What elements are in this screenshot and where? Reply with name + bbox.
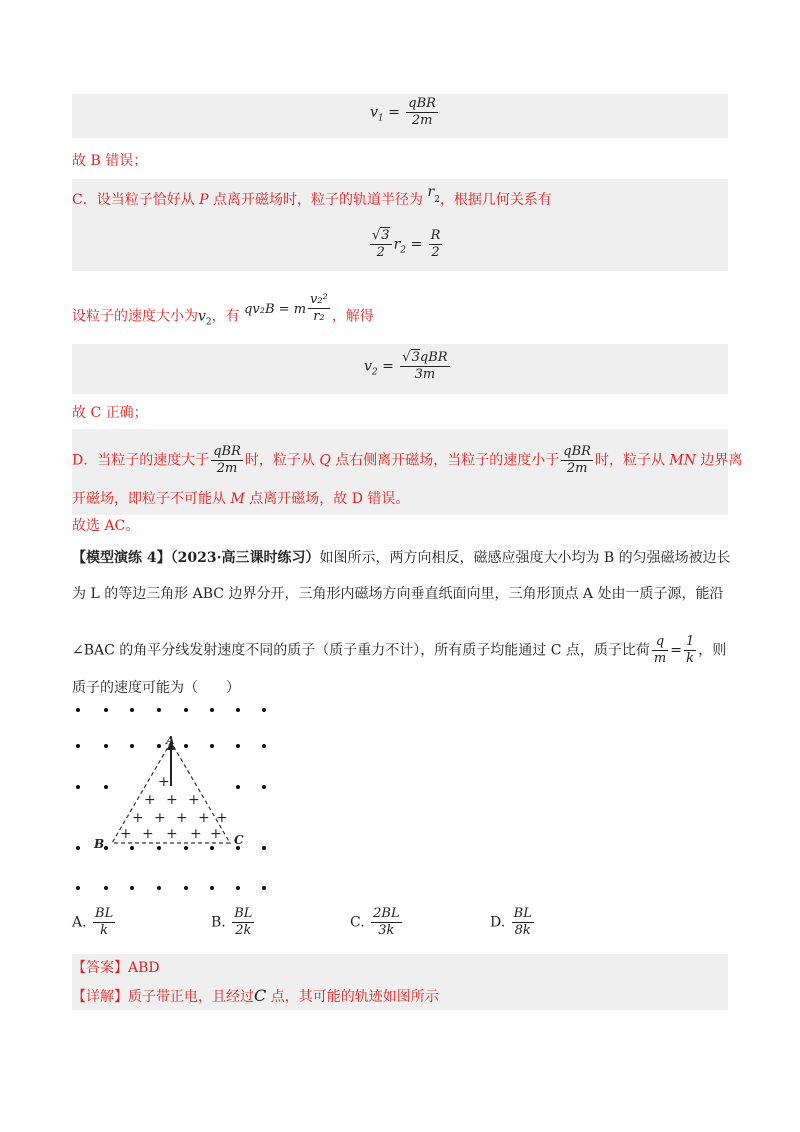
field-dot [76,708,80,712]
problem-text: ∠BAC 的角平分线发射速度不同的质子（质子重力不计），所有质子均能通过 C 点，质子比荷 [72,642,650,659]
field-cross: + [198,810,210,826]
answer-value: ABD [128,960,160,976]
field-cross: + [188,792,200,808]
field-cross: + [144,792,156,808]
problem-text: ，则 [698,642,727,659]
field-dot [104,886,108,890]
text-speed-prefix: 设粒子的速度大小为 [72,308,198,325]
fraction-num: √3 [372,228,390,243]
formula-lhs: v [370,104,378,121]
fraction-sqrt3-2 [370,228,392,261]
text-d-p3: 点右侧离开磁场，当粒子的速度小于 [330,452,560,469]
fraction-den: k [686,651,695,666]
problem-tag: 【模型演练 4】 [72,550,171,566]
field-cross: + [176,810,188,826]
option-label: D. [490,914,506,931]
fraction-qbr-2m [211,444,243,477]
field-dot [184,886,188,890]
text-speed-mid: ，有 [211,308,240,325]
text-d-p5: 边界离 [696,452,743,469]
field-dot [76,744,80,748]
fraction-num: q [652,634,668,651]
fraction-den: 2 [431,245,440,260]
option-b[interactable] [211,906,256,939]
field-cross: + [216,810,228,826]
label-a: A [166,734,175,747]
problem-text: 如图所示，两方向相反，磁感应强度大小均为 B 的匀强磁场被边长 [319,550,731,566]
fraction-1-k [684,634,696,667]
field-cross: + [166,792,178,808]
fraction-num: v₂² [310,292,328,307]
magnetic-field-figure [70,700,280,898]
text-c-suffix: ，根据几何关系有 [439,192,552,208]
fraction-num: BL [513,906,532,921]
fraction-q-m [652,634,668,667]
field-dot [157,886,161,890]
formula-lhs-sub: 2 [371,367,378,378]
detail-text: 质子带正电，且经过 [128,989,254,1005]
text-c-correct: 故 C 正确； [72,405,148,421]
text-d-line1 [72,444,742,477]
field-dot [210,708,214,712]
field-dot [104,708,108,712]
fraction-den: 3k [378,923,395,938]
point-p: P [199,192,209,208]
fraction-den: 2m [411,113,433,128]
problem-line3 [72,634,726,667]
sqrt-value: 3 [411,350,420,365]
field-dot [236,708,240,712]
option-label: A. [72,914,87,931]
fraction-num: BL [95,906,114,921]
field-dot [262,886,266,890]
field-cross: + [210,826,222,842]
formula-geometry: $\frac{√3}{2}$ $r_2$ = $\frac{R}{2}$ [372,228,441,260]
fraction-num-rest: qBR [419,350,448,365]
option-fraction [93,906,115,939]
field-dot [157,708,161,712]
formula-fraction [400,350,449,383]
field-dot [130,744,134,748]
field-cross: + [158,774,170,790]
field-dot [262,708,266,712]
point-q: Q [319,452,331,469]
field-dot [210,744,214,748]
speed-sub: 2 [205,317,212,328]
problem-line4: 质子的速度可能为（ ） [72,680,240,696]
text-c-middle: 点离开磁场时，粒子的轨道半径为 [208,192,428,208]
fraction-num: qBR [213,444,241,459]
field-dot [130,886,134,890]
problem-line2: 为 L 的等边三角形 ABC 边界分开，三角形内磁场方向垂直纸面向里，三角形顶点 A 处由一质子源，能沿 [72,586,724,602]
field-dot [130,846,134,850]
field-dot [262,785,266,789]
fraction-den: m [653,651,667,666]
option-label: B. [211,914,226,931]
radius-sub: 2 [400,245,407,256]
fraction-den: r₂ [313,309,325,324]
option-d[interactable] [490,906,536,939]
radius-sub: 2 [434,194,440,205]
point-c: C [254,986,267,1005]
field-dot [262,846,266,850]
text-speed [72,292,374,333]
answer-line [72,958,160,978]
field-dot [236,785,240,789]
problem-line1 [72,548,731,568]
detail-tag: 【详解】 [72,989,128,1005]
label-c: C [234,833,244,847]
fraction-num: 2BL [373,906,400,921]
text-d-line2a: 开磁场，即粒子不可能从 [72,491,231,507]
formula-fraction [406,96,438,129]
force-formula: qv₂B = m [244,301,307,317]
fraction-den: 2m [216,461,238,476]
label-b: B [94,837,105,851]
text-d-p2: 时，粒子从 [244,452,320,469]
speed-symbol: v [198,308,206,325]
field-dot [236,886,240,890]
text-choose: 故选 AC。 [72,518,140,534]
fraction-num: qBR [408,96,436,111]
text-c-prefix: C．设当粒子恰好从 [72,192,200,208]
problem-source: （2023·高三课时练习） [170,550,320,566]
field-dot [130,708,134,712]
fraction-num: qBR [563,444,591,459]
field-cross: + [120,826,132,842]
option-label: C. [350,914,365,931]
field-dot [210,846,214,850]
text-d-p4: 时，粒子从 [594,452,670,469]
field-cross: + [132,810,144,826]
option-fraction [512,906,534,939]
fraction-den: 3m [414,367,436,382]
text-d-line2b: 点离开磁场，故 D 错误。 [244,491,410,507]
text-c [72,184,552,216]
field-cross: + [190,826,202,842]
formula-lhs-sub: 1 [377,113,384,124]
fraction-num: √3qBR [402,350,448,365]
detail-line [72,986,439,1007]
formula-v1: $v_1$ = $\frac{\text{qBR}}{2m}$ [370,96,436,128]
formula-lhs: v [364,358,372,375]
text-b-wrong: 故 B 错误； [72,153,148,169]
radius-symbol: r [393,236,401,253]
field-dot [262,744,266,748]
fraction-r-2 [429,228,443,261]
field-dot [76,886,80,890]
boundary-mn: MN [669,452,697,469]
fraction-den: 2k [235,923,252,938]
force-fraction [308,292,330,325]
detail-text: 点，其可能的轨迹如图所示 [266,989,439,1005]
fraction-den: 8k [514,923,531,938]
option-a[interactable] [72,906,117,939]
text-d-p1: D．当粒子的速度大于 [72,452,210,469]
field-dot [104,744,108,748]
sqrt-value: 3 [381,228,390,243]
field-dot [210,886,214,890]
fraction-num: 1 [685,634,695,649]
option-c[interactable] [350,906,404,939]
option-fraction [232,906,254,939]
field-dot [104,846,108,850]
text-d-line2 [72,489,409,509]
field-dot [236,744,240,748]
text-speed-suffix: ，解得 [331,308,374,325]
fraction-num: R [430,228,441,243]
field-dot [184,744,188,748]
fraction-qbr-2m [561,444,593,477]
point-m: M [230,491,245,507]
equals-sign: = [670,642,682,659]
radius-symbol: r [427,184,435,200]
field-dot [157,744,161,748]
fraction-num: BL [234,906,253,921]
answer-tag: 【答案】 [72,960,128,976]
field-dot [184,708,188,712]
field-dot [76,846,80,850]
field-dot [104,785,108,789]
field-dot [184,846,188,850]
field-cross: + [154,810,166,826]
option-fraction [371,906,401,939]
field-dot [157,846,161,850]
formula-v2: $v_2$ = $\frac{\text{√3qBR}}{3m}$ [364,350,448,382]
field-cross: + [166,826,178,842]
field-dot [76,785,80,789]
field-cross: + [142,826,154,842]
fraction-den: 2m [566,461,588,476]
fraction-den: 2 [376,245,385,260]
field-crosses [120,774,228,842]
fraction-den: k [100,923,109,938]
